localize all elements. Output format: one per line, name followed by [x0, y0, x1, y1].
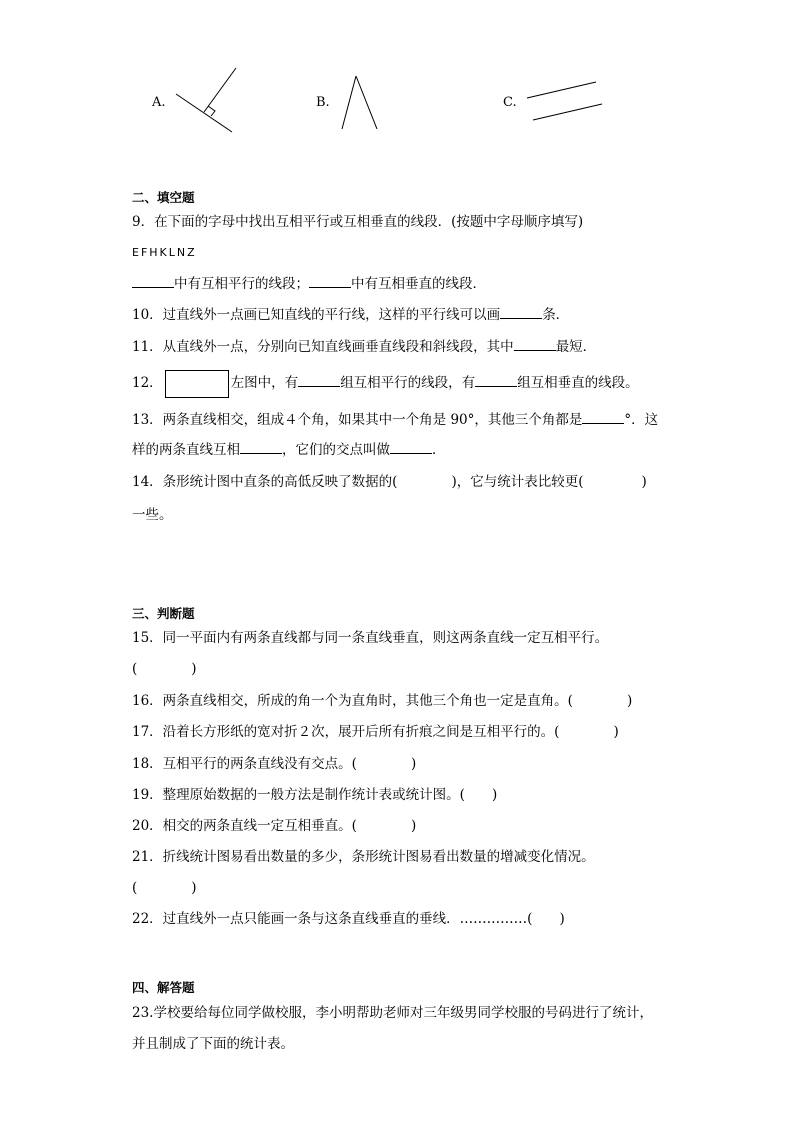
- question-23-line2: 并且制成了下面的统计表。: [132, 1036, 294, 1052]
- section-heading-answer: 四、解答题: [132, 980, 195, 995]
- angle-lines-figure: [338, 72, 382, 132]
- question-14-line1: 14．条形统计图中直条的高低反映了数据的( )，它与统计表比较更( ): [132, 474, 647, 490]
- answer-blank[interactable]: [514, 338, 556, 351]
- option-a-label: A.: [152, 95, 166, 110]
- question-12: 12． 左图中，有 组互相平行的线段，有 组互相垂直的线段。: [132, 369, 639, 398]
- question-17: 17．沿着长方形纸的宽对折２次，展开后所有折痕之间是互相平行的。( ): [132, 724, 619, 740]
- question-18: 18．互相平行的两条直线没有交点。( ): [132, 756, 417, 772]
- question-9-answer-line: 中有互相平行的线段； 中有互相垂直的线段．: [132, 275, 486, 293]
- question-13-line1: 13．两条直线相交，组成４个角，如果其中一个角是 90°，其他三个角都是 °．这: [132, 412, 659, 428]
- question-13-line2: 样的两条直线互相 ，它们的交点叫做 ．: [132, 442, 446, 458]
- question-23-line1: 23.学校要给每位同学做校服，李小明帮助老师对三年级男同学校服的号码进行了统计，: [132, 1005, 653, 1021]
- section-heading-fill: 二、填空题: [132, 190, 195, 205]
- question-21-paren[interactable]: ( ): [132, 880, 197, 896]
- question-14-line2: 一些。: [132, 507, 173, 523]
- question-9-letters: EFHKLNZ: [132, 246, 197, 259]
- option-c-label: C.: [503, 95, 517, 110]
- question-21: 21．折线统计图易看出数量的多少，条形统计图易看出数量的增减变化情况。: [132, 849, 595, 865]
- question-15: 15．同一平面内有两条直线都与同一条直线垂直，则这两条直线一定互相平行。: [132, 630, 609, 646]
- option-b-label: B.: [316, 95, 330, 110]
- question-20: 20．相交的两条直线一定互相垂直。( ): [132, 818, 417, 834]
- answer-blank[interactable]: [132, 275, 174, 288]
- question-22: 22．过直线外一点只能画一条与这条直线垂直的垂线．……………( ): [132, 911, 565, 927]
- perpendicular-lines-figure: [170, 62, 240, 136]
- section-heading-judge: 三、判断题: [132, 606, 195, 621]
- answer-blank[interactable]: [475, 374, 517, 387]
- question-11: 11．从直线外一点，分别向已知直线画垂直线段和斜线段，其中 最短．: [132, 339, 597, 355]
- answer-blank[interactable]: [582, 411, 624, 424]
- question-16: 16．两条直线相交，所成的角一个为直角时，其他三个角也一定是直角。( ): [132, 693, 633, 709]
- question-10: 10．过直线外一点画已知直线的平行线，这样的平行线可以画 条．: [132, 307, 570, 323]
- answer-blank[interactable]: [390, 441, 432, 454]
- question-9: 9．在下面的字母中找出互相平行或互相垂直的线段．(按题中字母顺序填写): [132, 214, 584, 230]
- question-19: 19．整理原始数据的一般方法是制作统计表或统计图。( ): [132, 787, 498, 803]
- answer-blank[interactable]: [240, 441, 282, 454]
- question-15-paren[interactable]: ( ): [132, 661, 197, 677]
- answer-blank[interactable]: [309, 275, 351, 288]
- rectangle-figure: [165, 370, 229, 398]
- answer-blank[interactable]: [500, 306, 542, 319]
- answer-blank[interactable]: [298, 374, 340, 387]
- parallel-lines-figure: [524, 78, 608, 124]
